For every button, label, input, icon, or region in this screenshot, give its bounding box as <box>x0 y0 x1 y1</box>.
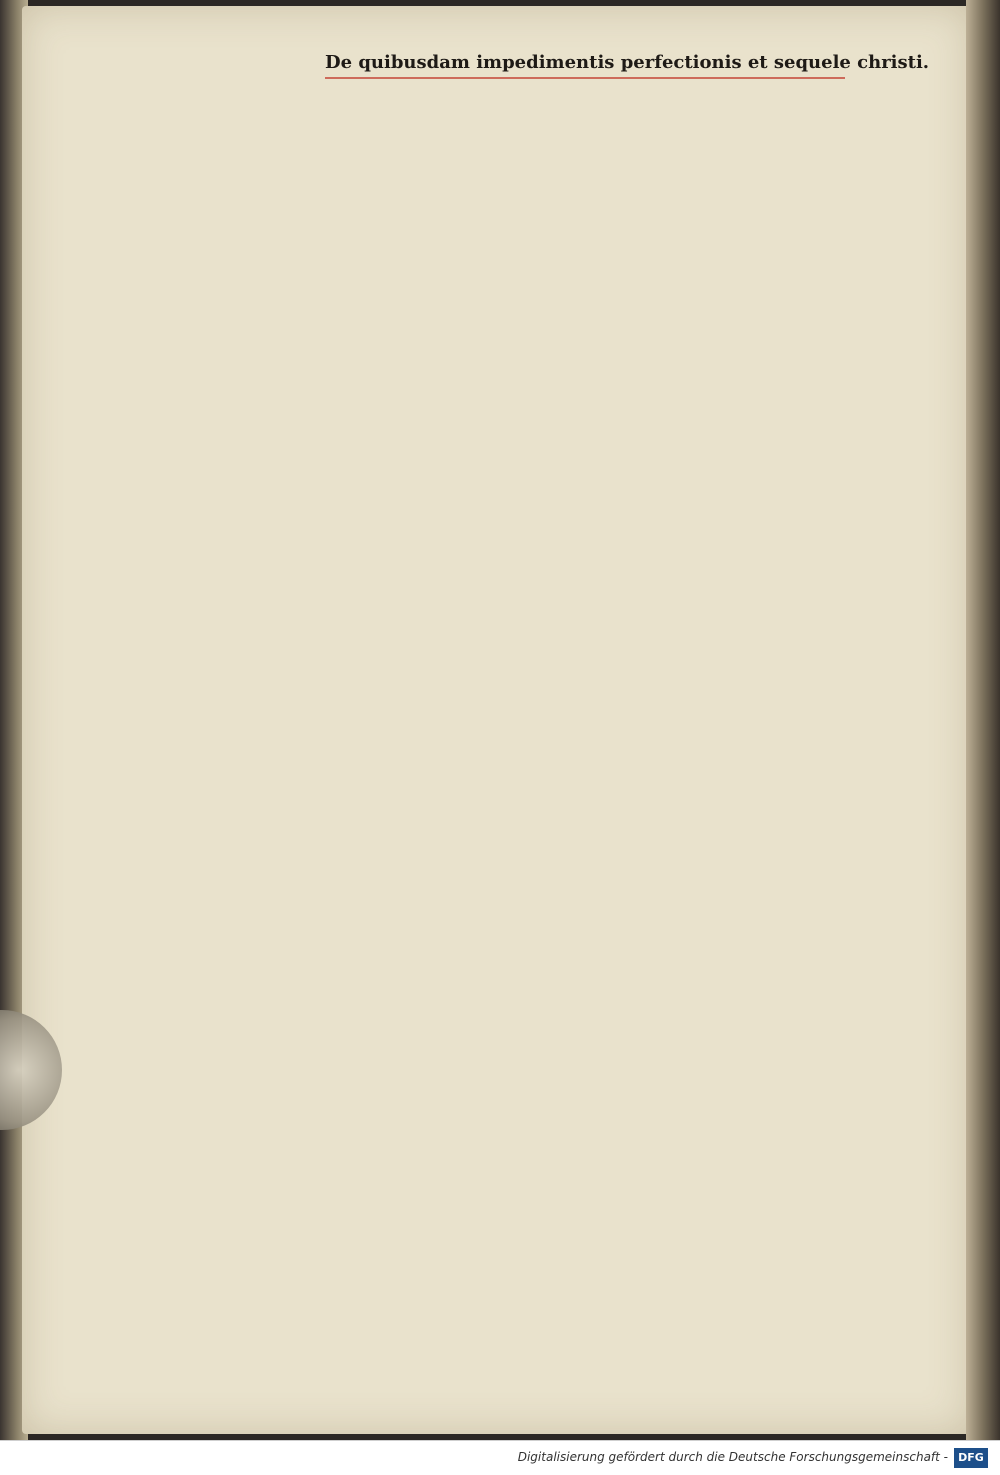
footer-bar <box>0 1440 1000 1475</box>
text-column-left <box>196 92 578 1242</box>
text-column-right <box>585 92 941 1242</box>
running-head: De quibusdam impedimentis perfectionis et sequele christi. <box>325 52 845 82</box>
funding-credit: Digitalisierung gefördert durch die Deutsche Forschungsgemeinschaft - <box>517 1450 948 1464</box>
dfg-logo: DFG <box>954 1448 988 1468</box>
page-stack-edge <box>966 0 1000 1440</box>
